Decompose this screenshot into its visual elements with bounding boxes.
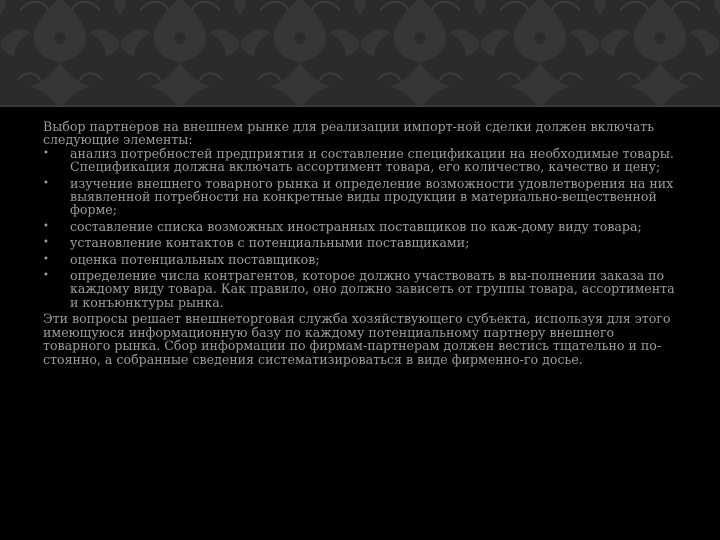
- bullet-item: [43, 147, 683, 174]
- header-divider: [0, 105, 720, 107]
- bullet-item: [43, 253, 683, 266]
- bullet-icon: •: [43, 220, 49, 232]
- bullet-icon: •: [43, 177, 49, 189]
- bullet-text: установление контактов с потенциальными поставщиками;: [70, 235, 470, 251]
- bullet-icon: •: [43, 237, 49, 249]
- bullet-text: изучение внешнего товарного рынка и определение возможности удовлетворения на них выявленной потребности на конкретные виды продукции в материально-вещественной форме;: [70, 175, 674, 218]
- bullet-text: составление списка возможных иностранных поставщиков по каж-дому виду товара;: [70, 218, 642, 234]
- damask-pattern-graphic: [0, 0, 720, 105]
- bullet-icon: •: [43, 253, 49, 265]
- bullet-icon: •: [43, 147, 49, 159]
- bullet-item: [43, 177, 683, 217]
- bullet-text: определение числа контрагентов, которое должно участвовать в вы-полнении заказа по каждому виду товара. Как правило, оно должно зависеть от группы товара, ассортимента и конъюнктуры рынка.: [70, 268, 675, 310]
- bullet-icon: •: [43, 270, 49, 282]
- conclusion-paragraph: Эти вопросы решает внешнеторговая служба хозяйствующего субъекта, используя для этого имеющуюся информационную базу по каждому потенциальному партнеру внешнего товарного рынка. Сбор информации по фирмам-партнерам должен вестись тщательно и по-стоянно, а собранные сведения систематизироваться в виде фирменно-го досье.: [43, 311, 671, 367]
- header-damask-band: [0, 0, 720, 105]
- bullet-text: оценка потенциальных поставщиков;: [70, 251, 320, 267]
- bullet-item: [43, 269, 683, 309]
- bullet-item: [43, 220, 683, 233]
- slide-body: [43, 120, 683, 366]
- intro-paragraph: Выбор партнеров на внешнем рынке для реализации импорт-ной сделки должен включать следующие элементы:: [43, 119, 655, 148]
- bullet-item: [43, 236, 683, 249]
- bullet-text: анализ потребностей предприятия и составление спецификации на необходимые товары. Спецификация должна включать ассортимент товара, его количество, качество и цену;: [70, 145, 674, 175]
- bullet-list: [43, 147, 683, 309]
